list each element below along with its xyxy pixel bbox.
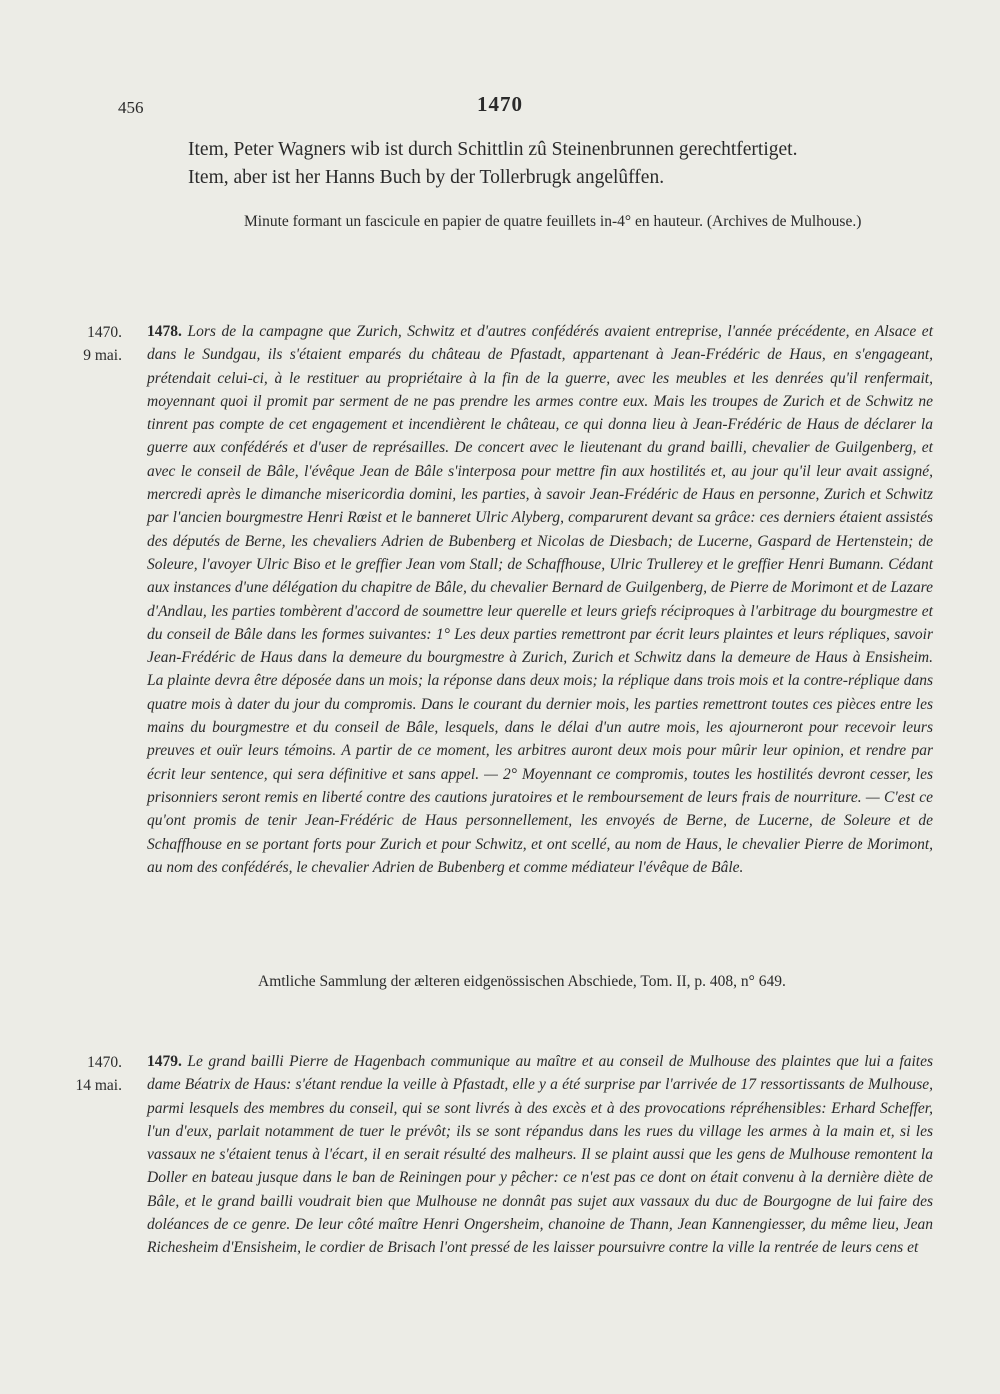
date-year: 1470. (87, 324, 122, 341)
page-number: 456 (118, 98, 144, 117)
intro-block (188, 136, 948, 192)
source-note: Minute formant un fascicule en papier de quatre feuillets in-4° en hauteur. (Archives de Mulhouse.) (244, 213, 862, 230)
entry-1479-date (40, 1051, 122, 1097)
entry-number: 1479. (147, 1053, 182, 1070)
entry-text: Le grand bailli Pierre de Hagenbach communique au maître et au conseil de Mulhouse des plaintes que lui a faites dame Béatrix de Haus: s'étant rendue la veille à Pfastadt, elle y a été surprise par l'arrivée de 17 ressortissants de Mulhouse, parmi lesquels des membres du conseil, qui se sont livrés à des excès et à des provocations répréhensibles: Erhard Scheffer, l'un d'eux, parlait notamment de tuer le prévôt; ils se sont répandus dans les rues du village les armes à la main et, si les vassaux ne s'étaient tenus à l'écart, il en serait résulté des malheurs. Il se plaint aussi que les gens de Mulhouse remontent la Doller en bateau jusque dans le ban de Reiningen pour y pêcher: ce n'est pas ce dont on était convenu à la dernière diète de Bâle, et le grand bailli voudrait bien que Mulhouse ne donnât pas sujet aux vassaux du duc de Bourgogne de lui faire des doléances de ce genre. De leur côté maître Henri Ongersheim, chanoine de Thann, Jean Kannengiesser, du même lieu, Jean Richesheim d'Ensisheim, le cordier de Brisach l'ont pressé de les laisser poursuivre contre la ville la rentrée de leurs cens et (147, 1053, 933, 1257)
intro-line: Item, aber ist her Hanns Buch by der Tollerbrugk angelûffen. (188, 167, 665, 188)
running-title: 1470 (477, 92, 523, 116)
entry-1479 (147, 1050, 933, 1260)
entry-1478 (147, 320, 933, 879)
entry-text: Lors de la campagne que Zurich, Schwitz et d'autres confédérés avaient entreprise, l'année précédente, en Alsace et dans le Sundgau, ils s'étaient emparés du château de Pfastadt, appartenant à Jean-Frédéric de Haus, en s'engageant, prétendait celui-ci, à le restituer au propriétaire à la fin de la guerre, avec les meubles et les denrées qu'il renfermait, moyennant quoi il promit par serment de ne pas prendre les armes contre eux. Mais les troupes de Zurich et de Schwitz ne tinrent pas compte de cet engagement et incendièrent le château, ce qui donna lieu à Jean-Frédéric de Haus de déclarer la guerre aux confédérés et d'user de représailles. De concert avec le lieutenant du grand bailli, chevalier de Guilgenberg, et avec le conseil de Bâle, l'évêque Jean de Bâle s'interposa pour mettre fin aux hostilités et, au jour qu'il leur avait assigné, mercredi après le dimanche misericordia domini, les parties, à savoir Jean-Frédéric de Haus en personne, Zurich et Schwitz par l'ancien bourgmestre Henri Rœist et le banneret Ulric Alyberg, comparurent devant sa grâce: ces derniers étaient assistés des députés de Berne, les chevaliers Adrien de Bubenberg et Nicolas de Diesbach; de Lucerne, Gaspard de Hertenstein; de Soleure, l'avoyer Ulric Biso et le greffier Jean vom Stall; de Schaffhouse, Ulric Trullerey et le greffier Henri Bumann. Cédant aux instances d'une délégation du chapitre de Bâle, du chevalier Bernard de Guilgenberg, de Pierre de Morimont et de Lazare d'Andlau, les parties tombèrent d'accord de soumettre leur querelle et leurs griefs réciproques à l'arbitrage du bourgmestre et du conseil de Bâle dans les formes suivantes: 1° Les deux parties remettront par écrit leurs plaintes et leurs répliques, savoir Jean-Frédéric de Haus dans la demeure du bourgmestre à Zurich, Zurich et Schwitz dans la demeure de Haus à Ensisheim. La plainte devra être déposée dans un mois; la réponse dans deux mois; la réplique dans trois mois et la contre-réplique dans quatre mois à dater du jour du compromis. Dans le courant du dernier mois, les parties remettront toutes ces pièces entre les mains du bourgmestre et du conseil de Bâle, lesquels, dans le délai d'un autre mois, les ajourneront pour recevoir leurs preuves et ouïr leurs témoins. A partir de ce moment, les arbitres auront deux mois pour mûrir leur opinion, et rendre par écrit leur sentence, qui sera définitive et sans appel. — 2° Moyennant ce compromis, toutes les hostilités devront cesser, les prisonniers seront remis en liberté contre des cautions juratoires et le remboursement de leurs frais de nourriture. — C'est ce qu'ont promis de tenir Jean-Frédéric de Haus personnellement, les envoyés de Berne, de Lucerne, de Soleure et de Schaffhouse en se portant forts pour Zurich et pour Schwitz, et ont scellé, au nom de Haus, le chevalier Pierre de Morimont, au nom des confédérés, le chevalier Adrien de Bubenberg et comme médiateur l'évêque de Bâle. (147, 323, 933, 876)
intro-line: Item, Peter Wagners wib ist durch Schittlin zû Steinenbrunnen gerechtfertiget. (188, 139, 798, 160)
entry-1478-citation: Amtliche Sammlung der ælteren eidgenössischen Abschiede, Tom. II, p. 408, n° 649. (258, 973, 786, 990)
date-day: 9 mai. (83, 347, 122, 364)
entry-number: 1478. (147, 323, 182, 340)
entry-1478-date (40, 321, 122, 367)
date-year: 1470. (87, 1054, 122, 1071)
date-day: 14 mai. (75, 1077, 122, 1094)
